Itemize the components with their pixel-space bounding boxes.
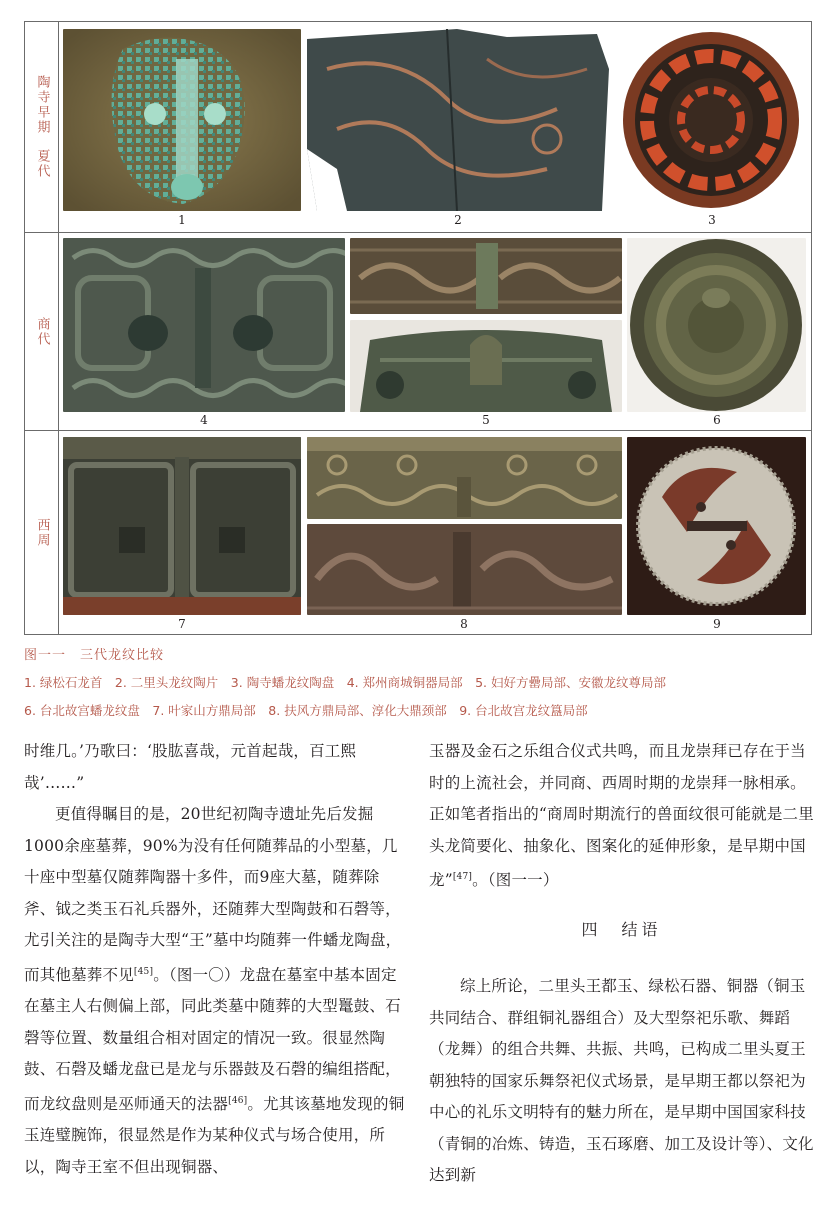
period-label-line: 夏代 bbox=[34, 149, 50, 179]
period-label bbox=[25, 233, 59, 430]
paragraph-text: 。（图一一） bbox=[472, 871, 559, 890]
period-label-line: 陶寺早期 bbox=[34, 75, 50, 135]
paragraph-text: 。尤其该墓地发现的铜玉连璧腕饰，很显然是作为某种仪式与场合使用，所以，陶寺王室不但出现铜器、 bbox=[24, 1094, 405, 1176]
figure-number: 1 bbox=[178, 213, 186, 227]
citation-ref: [47] bbox=[452, 872, 473, 882]
fuhao-square-lei-detail-image bbox=[350, 238, 622, 314]
figure-number: 4 bbox=[200, 413, 208, 427]
yejiashan-square-ding-detail-image bbox=[63, 437, 301, 615]
figure-number: 3 bbox=[708, 213, 716, 227]
figure-number: 8 bbox=[460, 617, 468, 631]
row-early-taosi-xia bbox=[25, 22, 811, 232]
figure-number: 6 bbox=[713, 413, 721, 427]
turquoise-dragon-image bbox=[63, 29, 301, 211]
period-label-line: 商代 bbox=[34, 316, 50, 347]
paragraph-text: 玉器及金石之乐组合仪式共鸣，而且龙崇拜已存在于当时的上流社会，并同商、西周时期的龙崇拜一脉相承。正如笔者指出的“商周时期流行的兽面纹很可能就是二里头龙简要化、抽象化、图案化的延伸形象，是早期中国龙” bbox=[429, 742, 814, 890]
taipei-dragon-gui-detail-image bbox=[627, 437, 806, 615]
fufeng-square-ding-detail-image bbox=[307, 437, 622, 519]
figure-caption-line: 1. 绿松石龙首 2. 二里头龙纹陶片 3. 陶寺蟠龙纹陶盘 4. 郑州商城铜器局部 5. 妇好方罍局部、安徽龙纹尊局部 bbox=[24, 675, 667, 690]
figure-number: 9 bbox=[713, 617, 721, 631]
paragraph: 综上所论，二里头王都玉、绿松石器、铜器（铜玉共同结合、群组铜礼器组合）及大型祭祀乐歌、舞蹈（龙舞）的组合共舞、共振、共鸣，已构成二里头夏王朝独特的国家乐舞祭祀仪式场景，是早期王都以祭祀为中心的礼乐文明特有的魅力所在，是早期中国国家科技（青铜的冶炼、铸造，玉石琢磨、加工及设计等）、文化达到新 bbox=[429, 977, 814, 1185]
row-western-zhou bbox=[25, 430, 811, 635]
taosi-coiled-dragon-plate-image bbox=[616, 29, 806, 211]
paragraph: 时维几。’乃歌曰：‘股肱喜哉，元首起哉，百工熙哉’……” bbox=[24, 742, 357, 792]
citation-ref: [46] bbox=[228, 1095, 248, 1106]
taipei-coiled-dragon-plate-image bbox=[627, 238, 806, 412]
period-label bbox=[25, 22, 59, 232]
chunhua-great-ding-neck-image bbox=[307, 524, 622, 615]
figure-caption-line: 6. 台北故宫蟠龙纹盘 7. 叶家山方鼎局部 8. 扶风方鼎局部、淳化大鼎颈部 9. 台北故宫龙纹簋局部 bbox=[24, 703, 588, 718]
figure-title: 图一一 三代龙纹比较 bbox=[24, 648, 165, 663]
citation-ref: [45] bbox=[133, 966, 154, 977]
paragraph bbox=[24, 799, 409, 1183]
zhengzhou-bronze-detail-image bbox=[63, 238, 345, 412]
paragraph-text: 。（图一〇）龙盘在墓室中基本固定在墓主人右侧偏上部，同此类墓中随葬的大型鼍鼓、石磬等位置、数量组合相对固定的情况一致。很显然陶鼓、石磬及蟠龙盘已是龙与乐器鼓及石磬的编组搭配，而龙纹盘则是巫师通天的法器 bbox=[24, 965, 401, 1113]
paragraph-text: 更值得瞩目的是，20世纪初陶寺遗址先后发掘1000余座墓葬，90%为没有任何随葬品的小型墓，几十座中型墓仅随葬陶器十多件，而9座大墓，随葬除斧、钺之类玉石礼兵器外，还随葬大型陶鼓和石磬等，尤引关注的是陶寺大型“王”墓中均随葬一件蟠龙陶盘，而其他墓葬不见 bbox=[24, 805, 402, 984]
paragraph bbox=[429, 736, 814, 897]
figure-number: 5 bbox=[482, 413, 490, 427]
body-left-column bbox=[24, 736, 409, 1183]
section-heading: 四 结语 bbox=[581, 919, 662, 939]
period-label bbox=[25, 431, 59, 635]
row-shang bbox=[25, 232, 811, 430]
anhui-dragon-zun-detail-image bbox=[350, 320, 622, 412]
erlitou-dragon-sherd-image bbox=[307, 29, 609, 211]
figure-number: 7 bbox=[178, 617, 186, 631]
period-label-line: 西周 bbox=[34, 518, 50, 548]
figure-comparison-table bbox=[24, 21, 812, 635]
figure-number: 2 bbox=[454, 213, 462, 227]
body-right-column bbox=[429, 736, 814, 1192]
